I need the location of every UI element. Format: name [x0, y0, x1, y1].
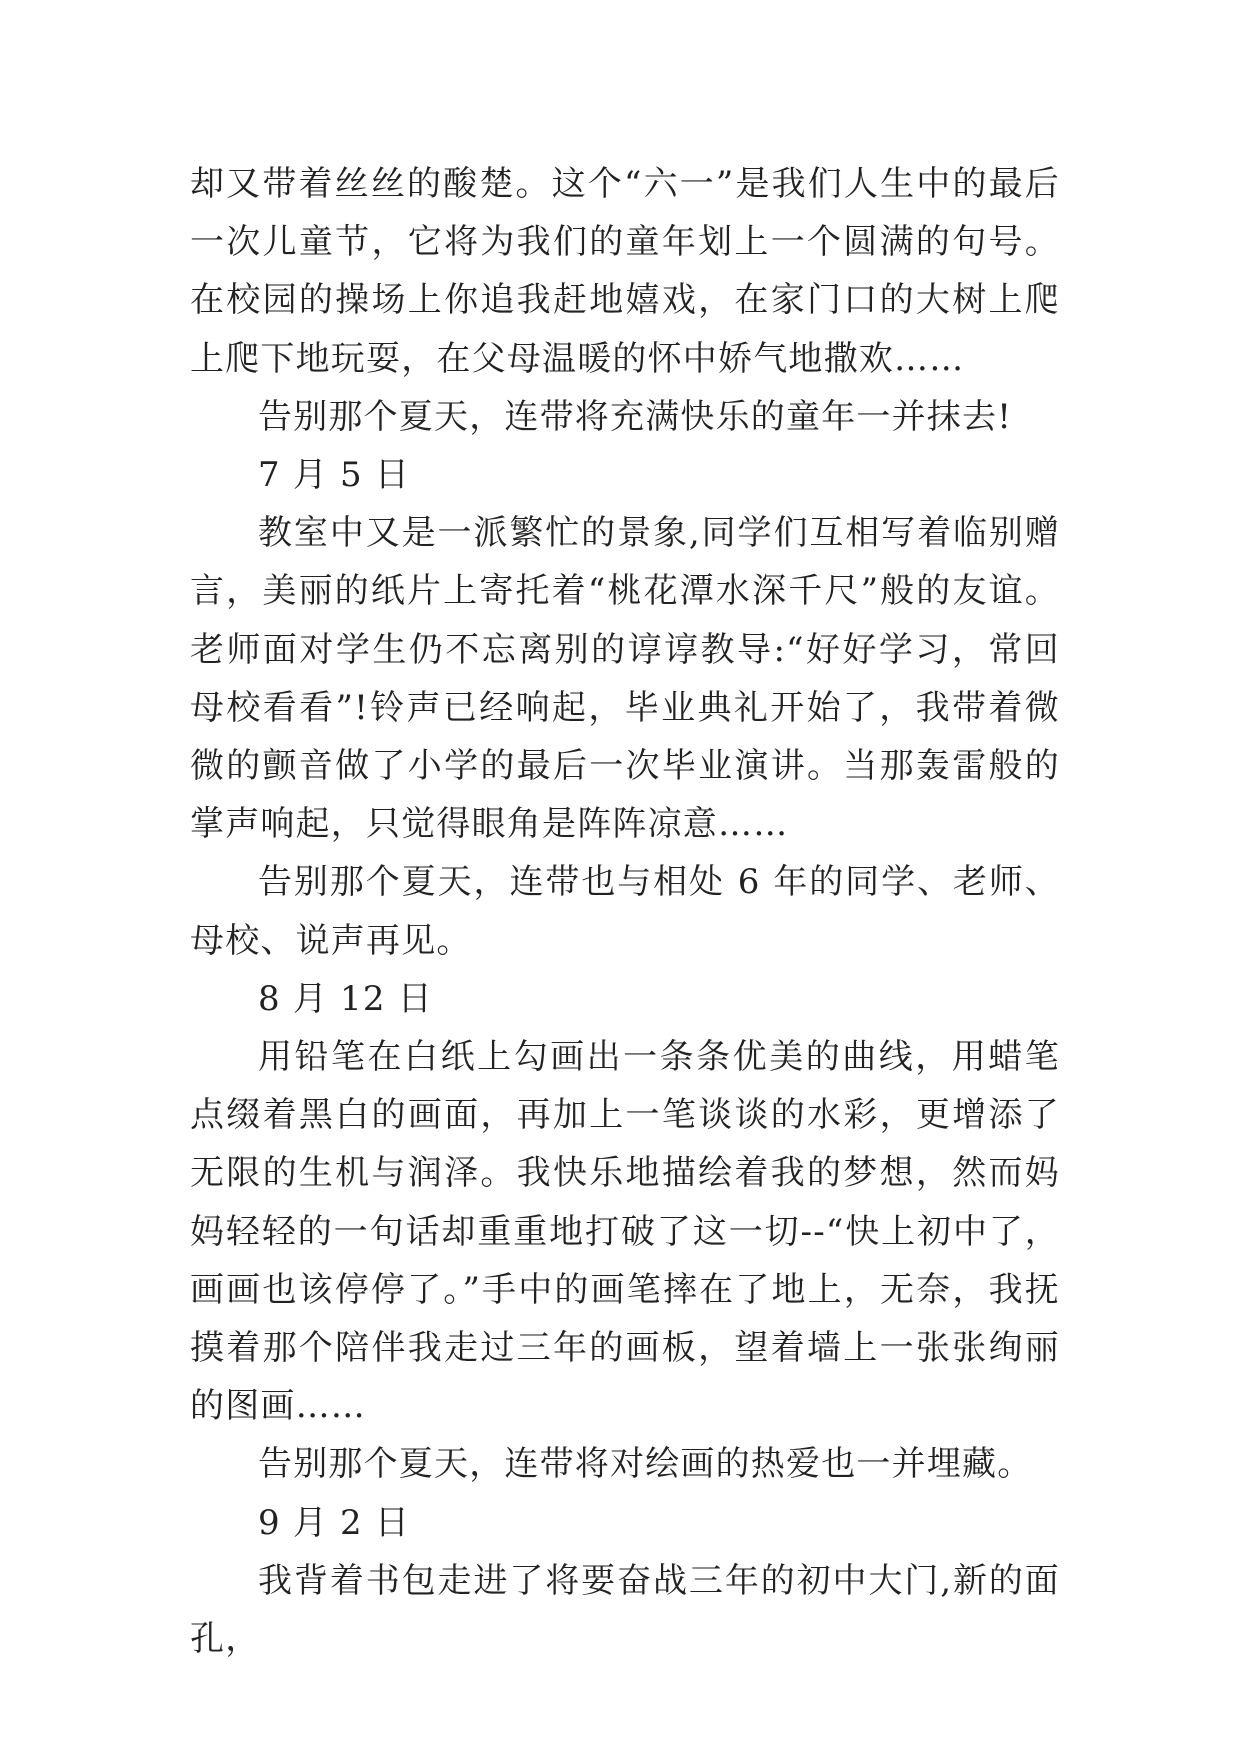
paragraph-continuation: 却又带着丝丝的酸楚。这个“六一”是我们人生中的最后一次儿童节，它将为我们的童年划上一个圆满的句号。在校园的操场上你追我赶地嬉戏，在家门口的大树上爬上爬下地玩耍，在父母温暖的怀中娇气地撒欢…… [190, 164, 1060, 379]
paragraph-classroom: 教室中又是一派繁忙的景象,同学们互相写着临别赠言，美丽的纸片上寄托着“桃花潭水深千尺”般的友谊。老师面对学生仍不忘离别的谆谆教导:“好好学习，常回母校看看”!铃声已经响起，毕业典礼开始了，我带着微微的颤音做了小学的最后一次毕业演讲。当那轰雷般的掌声响起，只觉得眼角是阵阵凉意…… [190, 513, 1060, 845]
paragraph-farewell-childhood: 告别那个夏天，连带将充满快乐的童年一并抹去! [258, 396, 1013, 437]
date-heading-august-12: 8 月 12 日 [258, 978, 433, 1019]
paragraph-drawing: 用铅笔在白纸上勾画出一条条优美的曲线，用蜡笔点缀着黑白的画面，再加上一笔谈谈的水彩，更增添了无限的生机与润泽。我快乐地描绘着我的梦想，然而妈妈轻轻的一句话却重重地打破了这一切--“快上初中了，画画也该停停了。”手中的画笔摔在了地上，无奈，我抚摸着那个陪伴我走过三年的画板，望着墙上一张张绚丽的图画…… [190, 1037, 1060, 1427]
paragraph-farewell-classmates: 告别那个夏天，连带也与相处 6 年的同学、老师、母校、说声再见。 [190, 862, 1060, 961]
date-heading-september-2: 9 月 2 日 [258, 1502, 411, 1543]
document-body [190, 155, 1060, 1668]
date-heading-july-5: 7 月 5 日 [258, 455, 411, 496]
paragraph-middle-school: 我背着书包走进了将要奋战三年的初中大门,新的面孔， [190, 1560, 1060, 1660]
paragraph-farewell-painting: 告别那个夏天，连带将对绘画的热爱也一并埋藏。 [258, 1444, 1033, 1485]
